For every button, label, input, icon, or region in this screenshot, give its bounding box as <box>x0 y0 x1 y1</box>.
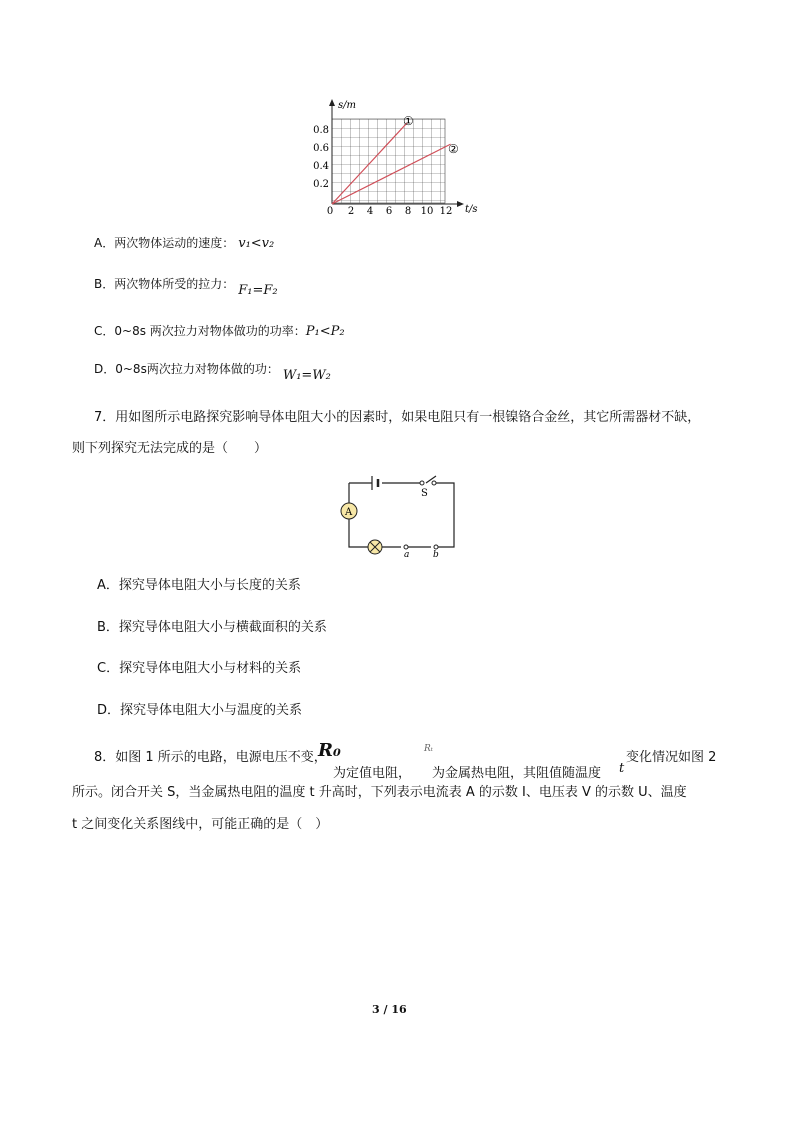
x-tick: 10 <box>420 206 434 217</box>
q7-stem-line2: 则下列探究无法完成的是（ ） <box>72 441 268 456</box>
st-graph <box>310 98 490 220</box>
y-tick: 0.2 <box>313 179 329 190</box>
x-tick: 4 <box>366 206 374 217</box>
line-1-label: ① <box>403 114 414 128</box>
y-tick: 0.6 <box>313 143 329 154</box>
switch-label: S <box>421 488 428 499</box>
x-tick: 12 <box>439 206 453 217</box>
circuit-diagram <box>330 470 460 558</box>
x-tick: 8 <box>404 206 412 217</box>
q8-line2: 所示。闭合开关 S，当金属热电阻的温度 t 升高时，下列表示电流表 A 的示数 I、电压表 V 的示数 U、温度 <box>72 785 687 800</box>
q6-option-c: C．0~8s 两次拉力对物体做功的功率：P₁<P₂ <box>94 324 345 339</box>
t-symbol: t <box>619 761 625 776</box>
ammeter-label: A <box>345 507 353 518</box>
rt-symbol: Rₜ <box>424 744 433 754</box>
y-axis-label: s/m <box>338 100 356 111</box>
q8-line3: t 之间变化关系图线中，可能正确的是（ ） <box>72 817 329 832</box>
q8-part4: 变化情况如图 2 <box>626 750 717 765</box>
q7-option-a: A．探究导体电阻大小与长度的关系 <box>97 578 301 593</box>
q7-option-c: C．探究导体电阻大小与材料的关系 <box>97 661 302 676</box>
q8-part1: 8．如图 1 所示的电路，电源电压不变， <box>94 750 327 765</box>
point-a-label: a <box>404 550 410 558</box>
point-b-label: b <box>433 550 439 558</box>
q8-part2: 为定值电阻， <box>333 766 412 781</box>
q8-part3: 为金属热电阻，其阻值随温度 <box>432 766 602 781</box>
x-tick: 0 <box>326 206 334 217</box>
x-tick: 6 <box>385 206 393 217</box>
y-tick: 0.8 <box>313 125 329 136</box>
q6-option-d: D．0~8s两次拉力对物体做的功： W₁=W₂ <box>94 362 331 383</box>
q6-option-b: B．两次物体所受的拉力： F₁=F₂ <box>94 277 278 298</box>
q7-option-d: D．探究导体电阻大小与温度的关系 <box>97 703 303 718</box>
q7-stem-line1: 7．用如图所示电路探究影响导体电阻大小的因素时，如果电阻只有一根镍铬合金丝，其它所需器材不缺， <box>94 410 701 425</box>
r0-symbol: R₀ <box>318 740 341 761</box>
line-2-label: ② <box>448 142 459 156</box>
y-tick: 0.4 <box>313 161 329 172</box>
page-number: 3 / 16 <box>372 1003 407 1016</box>
x-tick: 2 <box>347 206 355 217</box>
x-axis-label: t/s <box>465 204 478 215</box>
q7-option-b: B．探究导体电阻大小与横截面积的关系 <box>97 620 327 635</box>
q6-option-a: A．两次物体运动的速度： v₁<v₂ <box>94 236 275 251</box>
